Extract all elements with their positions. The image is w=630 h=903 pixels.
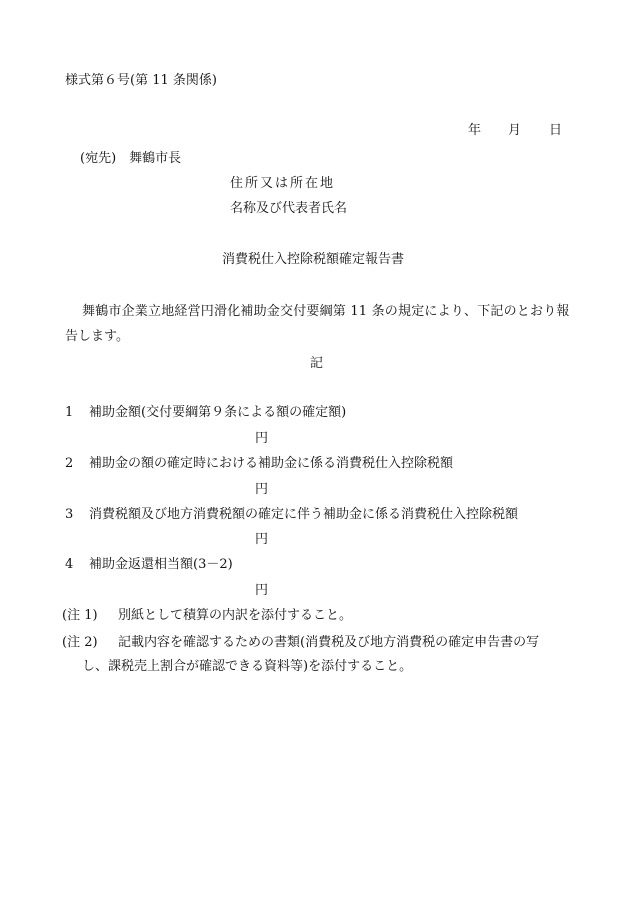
- item-number: 3: [65, 507, 74, 522]
- item-text: 補助金返還相当額(3－2): [89, 557, 233, 572]
- item-text: 消費税額及び地方消費税額の確定に伴う補助金に係る消費税仕入控除税額: [89, 507, 519, 522]
- item-text: 補助金の額の確定時における補助金に係る消費税仕入控除税額: [89, 456, 454, 471]
- date-day-label: 日: [549, 123, 563, 138]
- item-text: 補助金額(交付要綱第９条による額の確定額): [89, 405, 347, 420]
- list-item: [65, 507, 518, 523]
- addressee: (宛先) 舞鶴市長: [80, 151, 182, 166]
- date-year-label: 年: [468, 123, 482, 138]
- list-item: [65, 456, 453, 472]
- yen-unit: 円: [255, 532, 269, 547]
- item-number: 4: [65, 557, 74, 572]
- body-text-line-2: 告します。: [65, 329, 129, 344]
- address-label: 住所又は所在地: [230, 176, 336, 191]
- note-2: [62, 635, 539, 651]
- list-item: [65, 557, 233, 573]
- date-month-label: 月: [508, 123, 522, 138]
- yen-unit: 円: [255, 482, 269, 497]
- document-title: 消費税仕入控除税額確定報告書: [222, 252, 405, 267]
- note-label: (注 1): [62, 608, 98, 623]
- note-text: 記載内容を確認するための書類(消費税及び地方消費税の確定申告書の写: [118, 635, 540, 650]
- item-number: 1: [65, 405, 74, 420]
- representative-name-label: 名称及び代表者氏名: [230, 201, 348, 216]
- list-item: [65, 405, 346, 421]
- yen-unit: 円: [255, 431, 269, 446]
- note-text: 別紙として積算の内訳を添付すること。: [118, 608, 353, 623]
- note-label: (注 2): [62, 635, 98, 650]
- note-2-continuation: し、課税売上割合が確認できる資料等)を添付すること。: [82, 659, 413, 674]
- yen-unit: 円: [255, 583, 269, 598]
- item-number: 2: [65, 456, 74, 471]
- body-text-line-1: 舞鶴市企業立地経営円滑化補助金交付要綱第 11 条の規定により、下記のとおり報: [82, 304, 570, 319]
- note-1: [62, 608, 352, 624]
- form-number: 様式第６号(第 11 条関係): [65, 73, 217, 88]
- ki-heading: 記: [310, 356, 324, 371]
